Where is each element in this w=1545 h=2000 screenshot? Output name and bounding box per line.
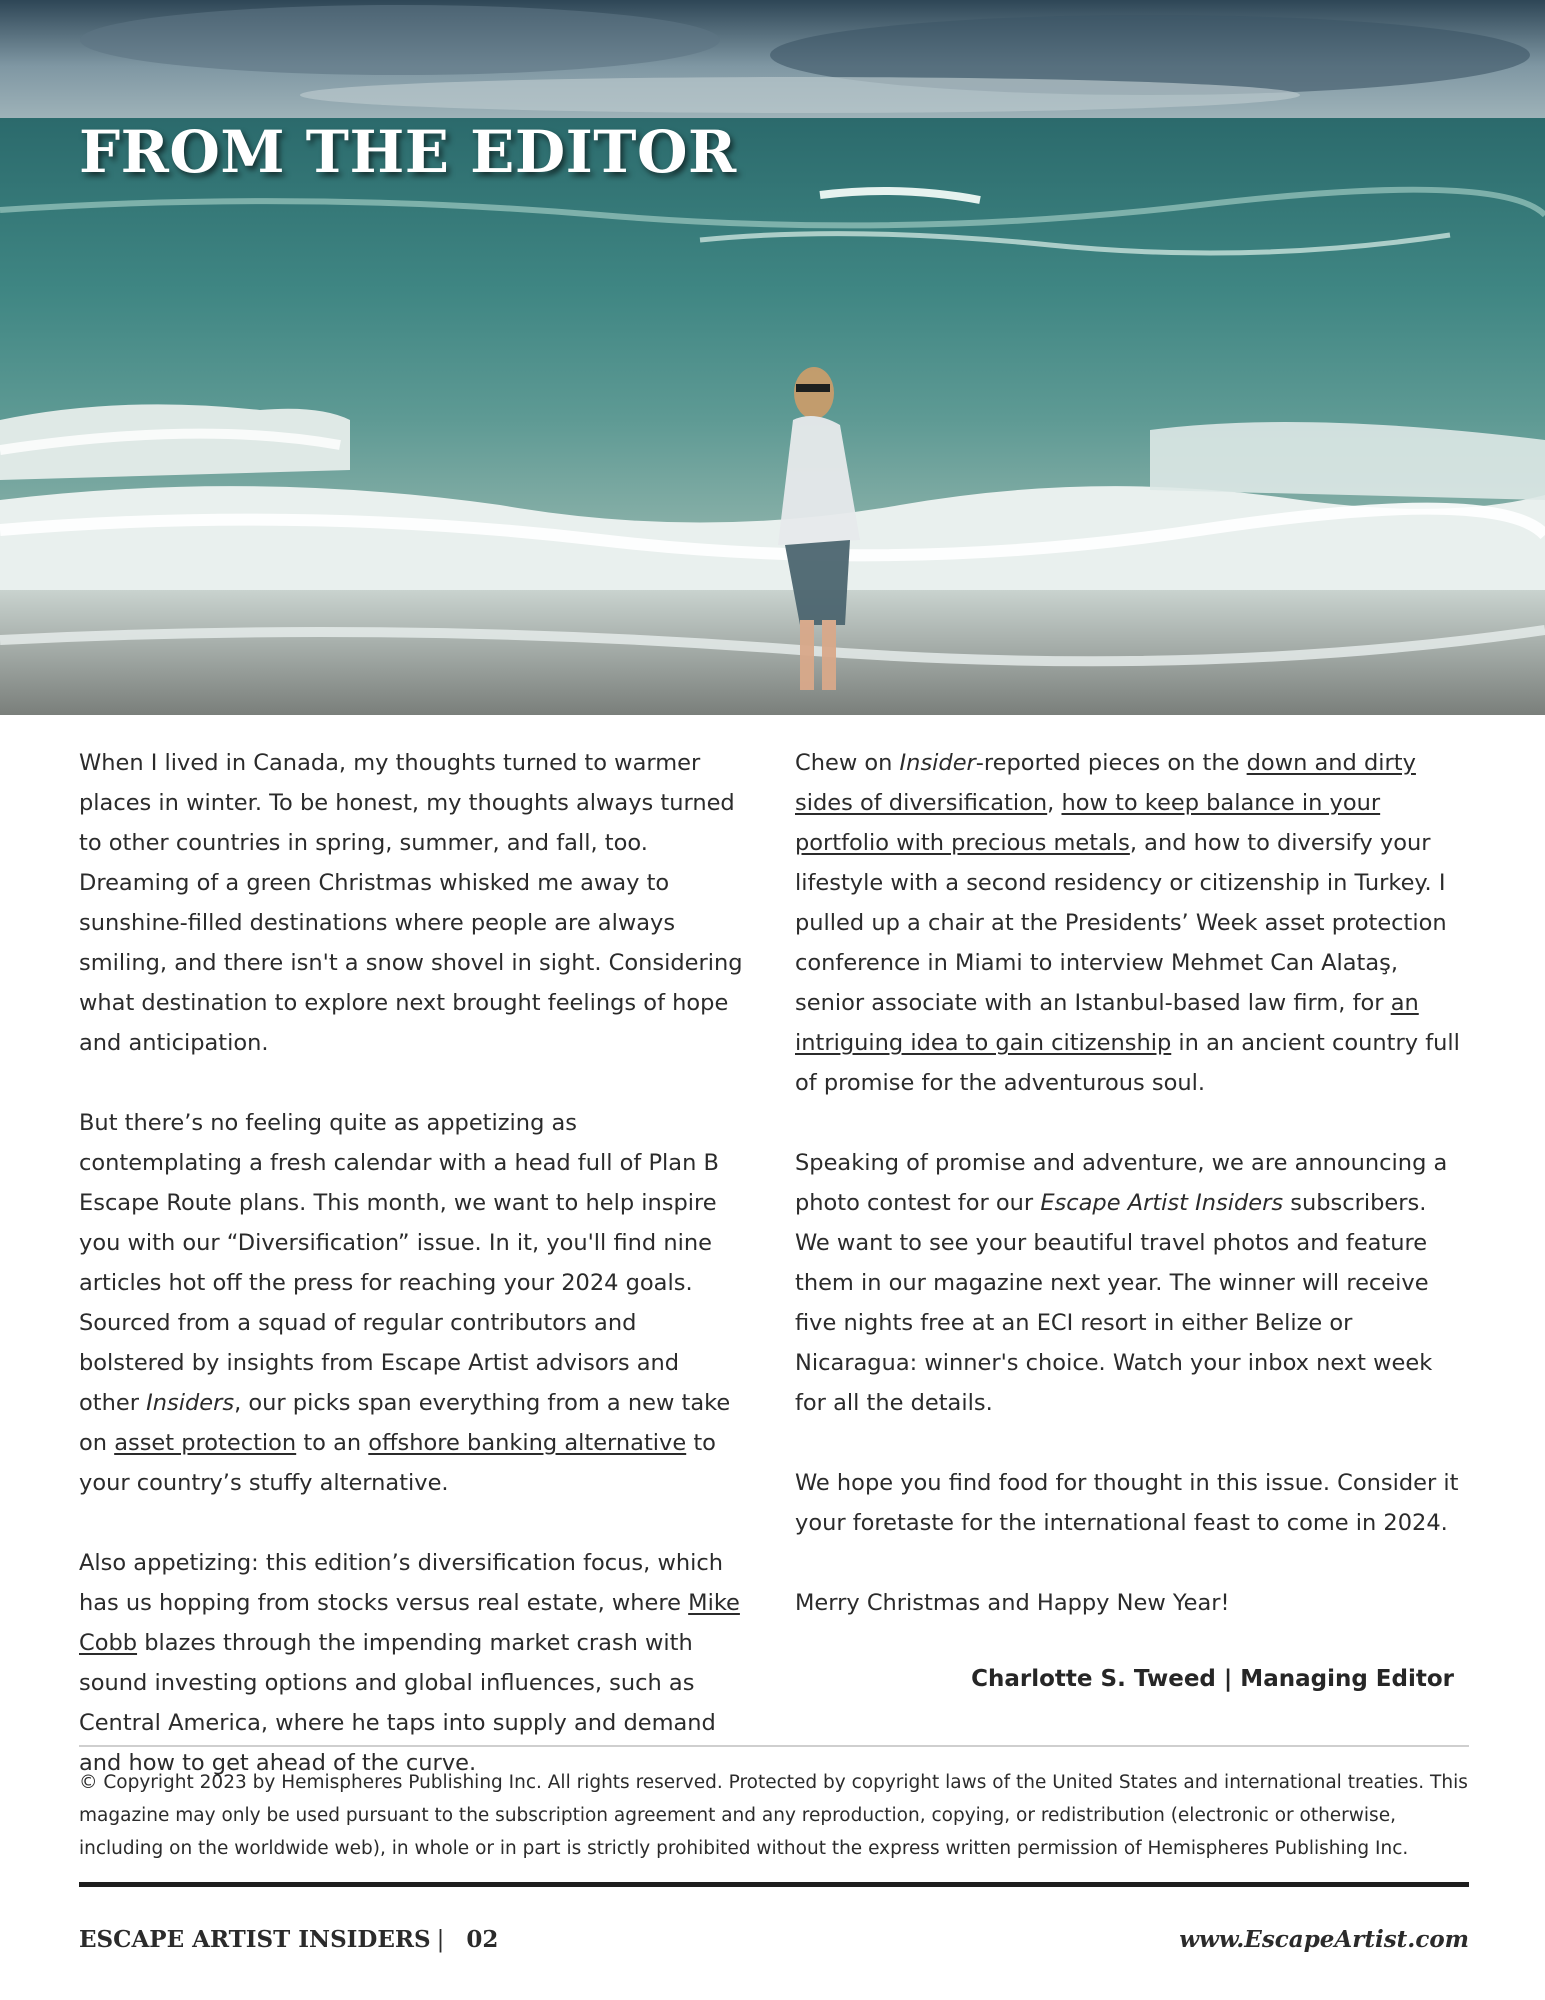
offshore-banking-link[interactable]: offshore banking alternative [368,1430,687,1456]
publication-name: ESCAPE ARTIST INSIDERS [79,1926,431,1953]
paragraph-photo-contest: Speaking of promise and adventure, we are announcing a photo contest for our Escape Artist Insiders subscribers. We want to see your beautiful travel photos and feature them in our magazine next year. The winner will receive five nights free at an ECI resort in either Belize or Nicaragua: winner's choice. Watch your inbox next week for all the details. [795,1150,1448,1416]
paragraph-chew-on: Chew on Insider-reported pieces on the down and dirty sides of diversification, how to keep balance in your portfolio with precious metals, and how to diversify your lifestyle with a second residency or citizenship in Turkey. I pulled up a chair at the Presidents’ Week asset protection conference in Miami to interview Mehmet Can Alataş, senior associate with an Istanbul-based law firm, for an intriguing idea to gain citizenship in an ancient country full of promise for the adventurous soul. [795,750,1460,1096]
asset-protection-link[interactable]: asset protection [114,1430,297,1456]
precious-metals-link[interactable]: how to keep balance in your portfolio with precious metals [795,790,1381,856]
right-column [795,743,1460,1663]
paragraph-greeting: Merry Christmas and Happy New Year! [795,1590,1230,1616]
citizenship-idea-link[interactable]: an intriguing idea to gain citizenship [795,990,1419,1056]
editor-signature: Charlotte S. Tweed | Managing Editor [971,1666,1454,1692]
copyright-notice: © Copyright 2023 by Hemispheres Publishing Inc. All rights reserved. Protected by copyright laws of the United States and international treaties. This magazine may only be used pursuant to the subscription agreement and any reproduction, copying, or redistribution (electronic or otherwise, including on the worldwide web), in whole or in part is strictly prohibited without the express written permission of Hemispheres Publishing Inc. [79,1772,1468,1859]
footer-publication [79,1926,498,1953]
ocean-scene-illustration [0,0,1545,715]
website-link[interactable]: www.EscapeArtist.com [1179,1926,1469,1953]
paragraph-food-for-thought: We hope you find food for thought in this issue. Consider it your foretaste for the international feast to come in 2024. [795,1470,1459,1536]
hero-photo [0,0,1545,715]
mike-cobb-link[interactable]: Mike Cobb [79,1590,740,1656]
page-title: FROM THE EDITOR [79,118,737,186]
divider-thin [79,1745,1469,1747]
paragraph-diversification: But there’s no feeling quite as appetizing as contemplating a fresh calendar with a head full of Plan B Escape Route plans. This month, we want to help inspire you with our “Diversification” issue. In it, you'll find nine articles hot off the press for reaching your 2024 goals. Sourced from a squad of regular contributors and bolstered by insights from Escape Artist advisors and other Insiders, our picks span everything from a new take on asset protection to an offshore banking alternative to your country’s stuffy alternative. [79,1110,731,1496]
paragraph-appetizing: Also appetizing: this edition’s diversification focus, which has us hopping from stocks versus real estate, where Mike Cobb blazes through the impending market crash with sound investing options and global influences, such as Central America, where he taps into supply and demand and how to get ahead of the curve. [79,1550,740,1776]
paragraph-intro: When I lived in Canada, my thoughts turned to warmer places in winter. To be honest, my thoughts always turned to other countries in spring, summer, and fall, too. Dreaming of a green Christmas whisked me away to sunshine-filled destinations where people are always smiling, and there isn't a snow shovel in sight. Considering what destination to explore next brought feelings of hope and anticipation. [79,750,743,1056]
diversification-sides-link[interactable]: down and dirty sides of diversification [795,750,1416,816]
divider-thick [79,1882,1469,1887]
page-number: 02 [466,1926,499,1953]
left-column [79,743,744,1823]
footer-separator: | [436,1927,445,1953]
